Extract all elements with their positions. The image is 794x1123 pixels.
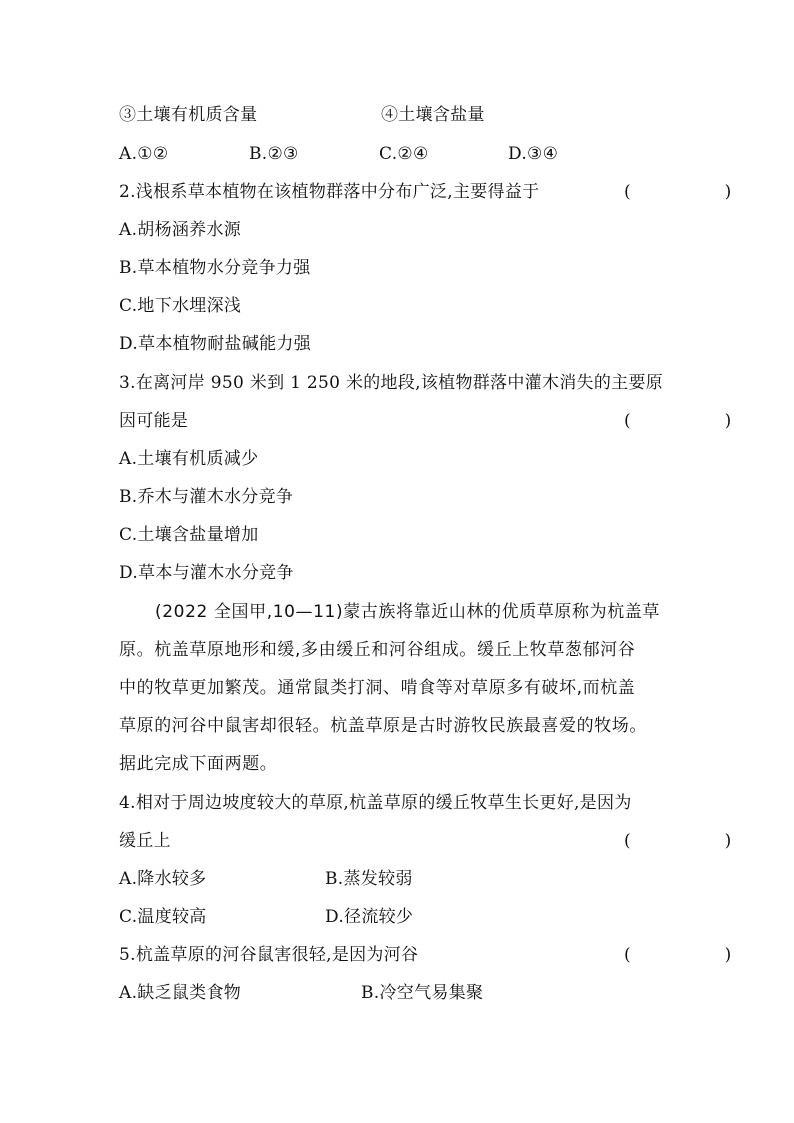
q4-answer-blank: ( ) (624, 831, 752, 851)
q2-stem: 2.浅根系草本植物在该植物群落中分布广泛,主要得益于 (119, 182, 540, 202)
q2-answer-blank: ( ) (624, 182, 752, 202)
q5-answer-blank: ( ) (624, 945, 752, 965)
q2-option-c: C.地下水埋深浅 (119, 296, 242, 316)
q4-option-d: D.径流较少 (325, 907, 414, 927)
passage-line-5: 据此完成下面两题。 (119, 754, 278, 774)
q5-option-b: B.冷空气易集聚 (361, 983, 484, 1003)
q4-option-b: B.蒸发较弱 (325, 869, 413, 889)
q3-option-b: B.乔木与灌木水分竞争 (119, 487, 294, 507)
q3-option-c: C.土壤含盐量增加 (119, 525, 259, 545)
passage-line-1: (2022 全国甲,10—11)蒙古族将靠近山林的优质草原称为杭盖草 (155, 602, 660, 622)
q4-option-c: C.温度较高 (119, 907, 207, 927)
q1-choice-b: B.②③ (249, 144, 299, 164)
q1-option-4: ④土壤含盐量 (381, 105, 485, 125)
q4-option-a: A.降水较多 (119, 869, 207, 889)
passage-line-3: 中的牧草更加繁茂。通常鼠类打洞、啃食等对草原多有破坏,而杭盖 (119, 678, 636, 698)
q3-stem-line-1: 3.在离河岸 950 米到 1 250 米的地段,该植物群落中灌木消失的主要原 (119, 373, 664, 393)
q2-option-a: A.胡杨涵养水源 (119, 220, 242, 240)
passage-line-4: 草原的河谷中鼠害却很轻。杭盖草原是古时游牧民族最喜爱的牧场。 (119, 716, 647, 736)
q5-stem: 5.杭盖草原的河谷鼠害很轻,是因为河谷 (119, 945, 419, 965)
q3-option-d: D.草本与灌木水分竞争 (119, 563, 294, 583)
q5-option-a: A.缺乏鼠类食物 (119, 983, 242, 1003)
q3-option-a: A.土壤有机质减少 (119, 449, 259, 469)
q4-stem-line-2: 缓丘上 (119, 831, 171, 851)
q3-answer-blank: ( ) (624, 411, 752, 431)
q1-choice-d: D.③④ (508, 144, 559, 164)
q1-choice-c: C.②④ (379, 144, 429, 164)
passage-line-2: 原。杭盖草原地形和缓,多由缓丘和河谷组成。缓丘上牧草葱郁河谷 (119, 640, 636, 660)
q1-option-3: ③土壤有机质含量 (119, 105, 258, 125)
q3-stem-line-2: 因可能是 (119, 411, 189, 431)
q4-stem-line-1: 4.相对于周边坡度较大的草原,杭盖草原的缓丘牧草生长更好,是因为 (119, 793, 632, 813)
q1-choice-a: A.①② (119, 144, 169, 164)
q2-option-b: B.草本植物水分竞争力强 (119, 258, 311, 278)
q2-option-d: D.草本植物耐盐碱能力强 (119, 334, 312, 354)
